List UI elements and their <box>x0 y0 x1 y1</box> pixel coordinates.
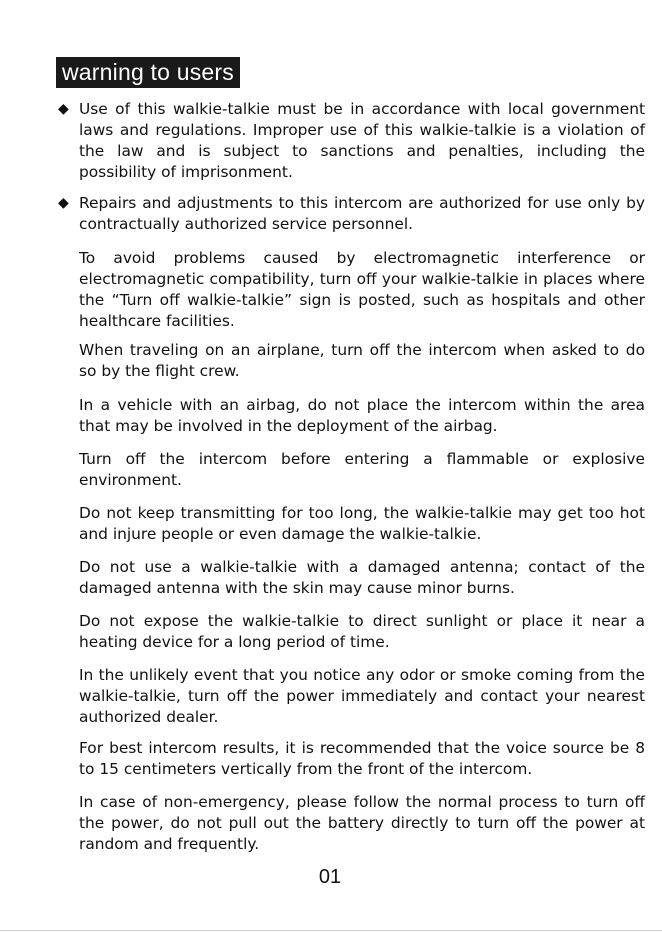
paragraph-power-off: In case of non-emergency, please follow the normal process to turn off the power, do not pull out the battery directly to turn off the power at random and frequently. <box>79 793 645 853</box>
paragraph-voice-distance: For best intercom results, it is recommended that the voice source be 8 to 15 centimeters vertically from the front of the intercom. <box>79 739 645 778</box>
diamond-bullet-icon: ◆ <box>58 195 69 211</box>
bottom-divider <box>0 930 662 931</box>
diamond-bullet-icon: ◆ <box>58 101 69 117</box>
paragraph-electromagnetic-interference: To avoid problems caused by electromagnetic interference or electromagnetic compatibility, turn off your walkie-talkie in places where the “Turn off walkie-talkie” sign is posted, such as hospitals and other healthcare facilities. <box>79 249 645 330</box>
paragraph-sunlight-heat: Do not expose the walkie-talkie to direct sunlight or place it near a heating device for a long period of time. <box>79 612 645 651</box>
page-number: 01 <box>318 866 342 888</box>
paragraph-damaged-antenna: Do not use a walkie-talkie with a damaged antenna; contact of the damaged antenna with the skin may cause minor burns. <box>79 558 645 597</box>
paragraph-authorized-repairs: Repairs and adjustments to this intercom are authorized for use only by contractually authorized service personnel. <box>79 194 645 233</box>
paragraph-legal-use: Use of this walkie-talkie must be in accordance with local government laws and regulations. Improper use of this walkie-talkie is a violation of the law and is subject to sanctions and penalties, including the possibility of imprisonment. <box>79 100 645 181</box>
paragraph-airbag: In a vehicle with an airbag, do not place the intercom within the area that may be involved in the deployment of the airbag. <box>79 396 645 435</box>
section-heading: warning to users <box>56 57 240 88</box>
paragraph-flammable-environment: Turn off the intercom before entering a flammable or explosive environment. <box>79 450 645 489</box>
paragraph-odor-smoke: In the unlikely event that you notice any odor or smoke coming from the walkie-talkie, turn off the power immediately and contact your nearest authorized dealer. <box>79 666 645 726</box>
paragraph-airplane: When traveling on an airplane, turn off the intercom when asked to do so by the flight crew. <box>79 341 645 380</box>
paragraph-transmitting-too-long: Do not keep transmitting for too long, the walkie-talkie may get too hot and injure people or even damage the walkie-talkie. <box>79 504 645 543</box>
